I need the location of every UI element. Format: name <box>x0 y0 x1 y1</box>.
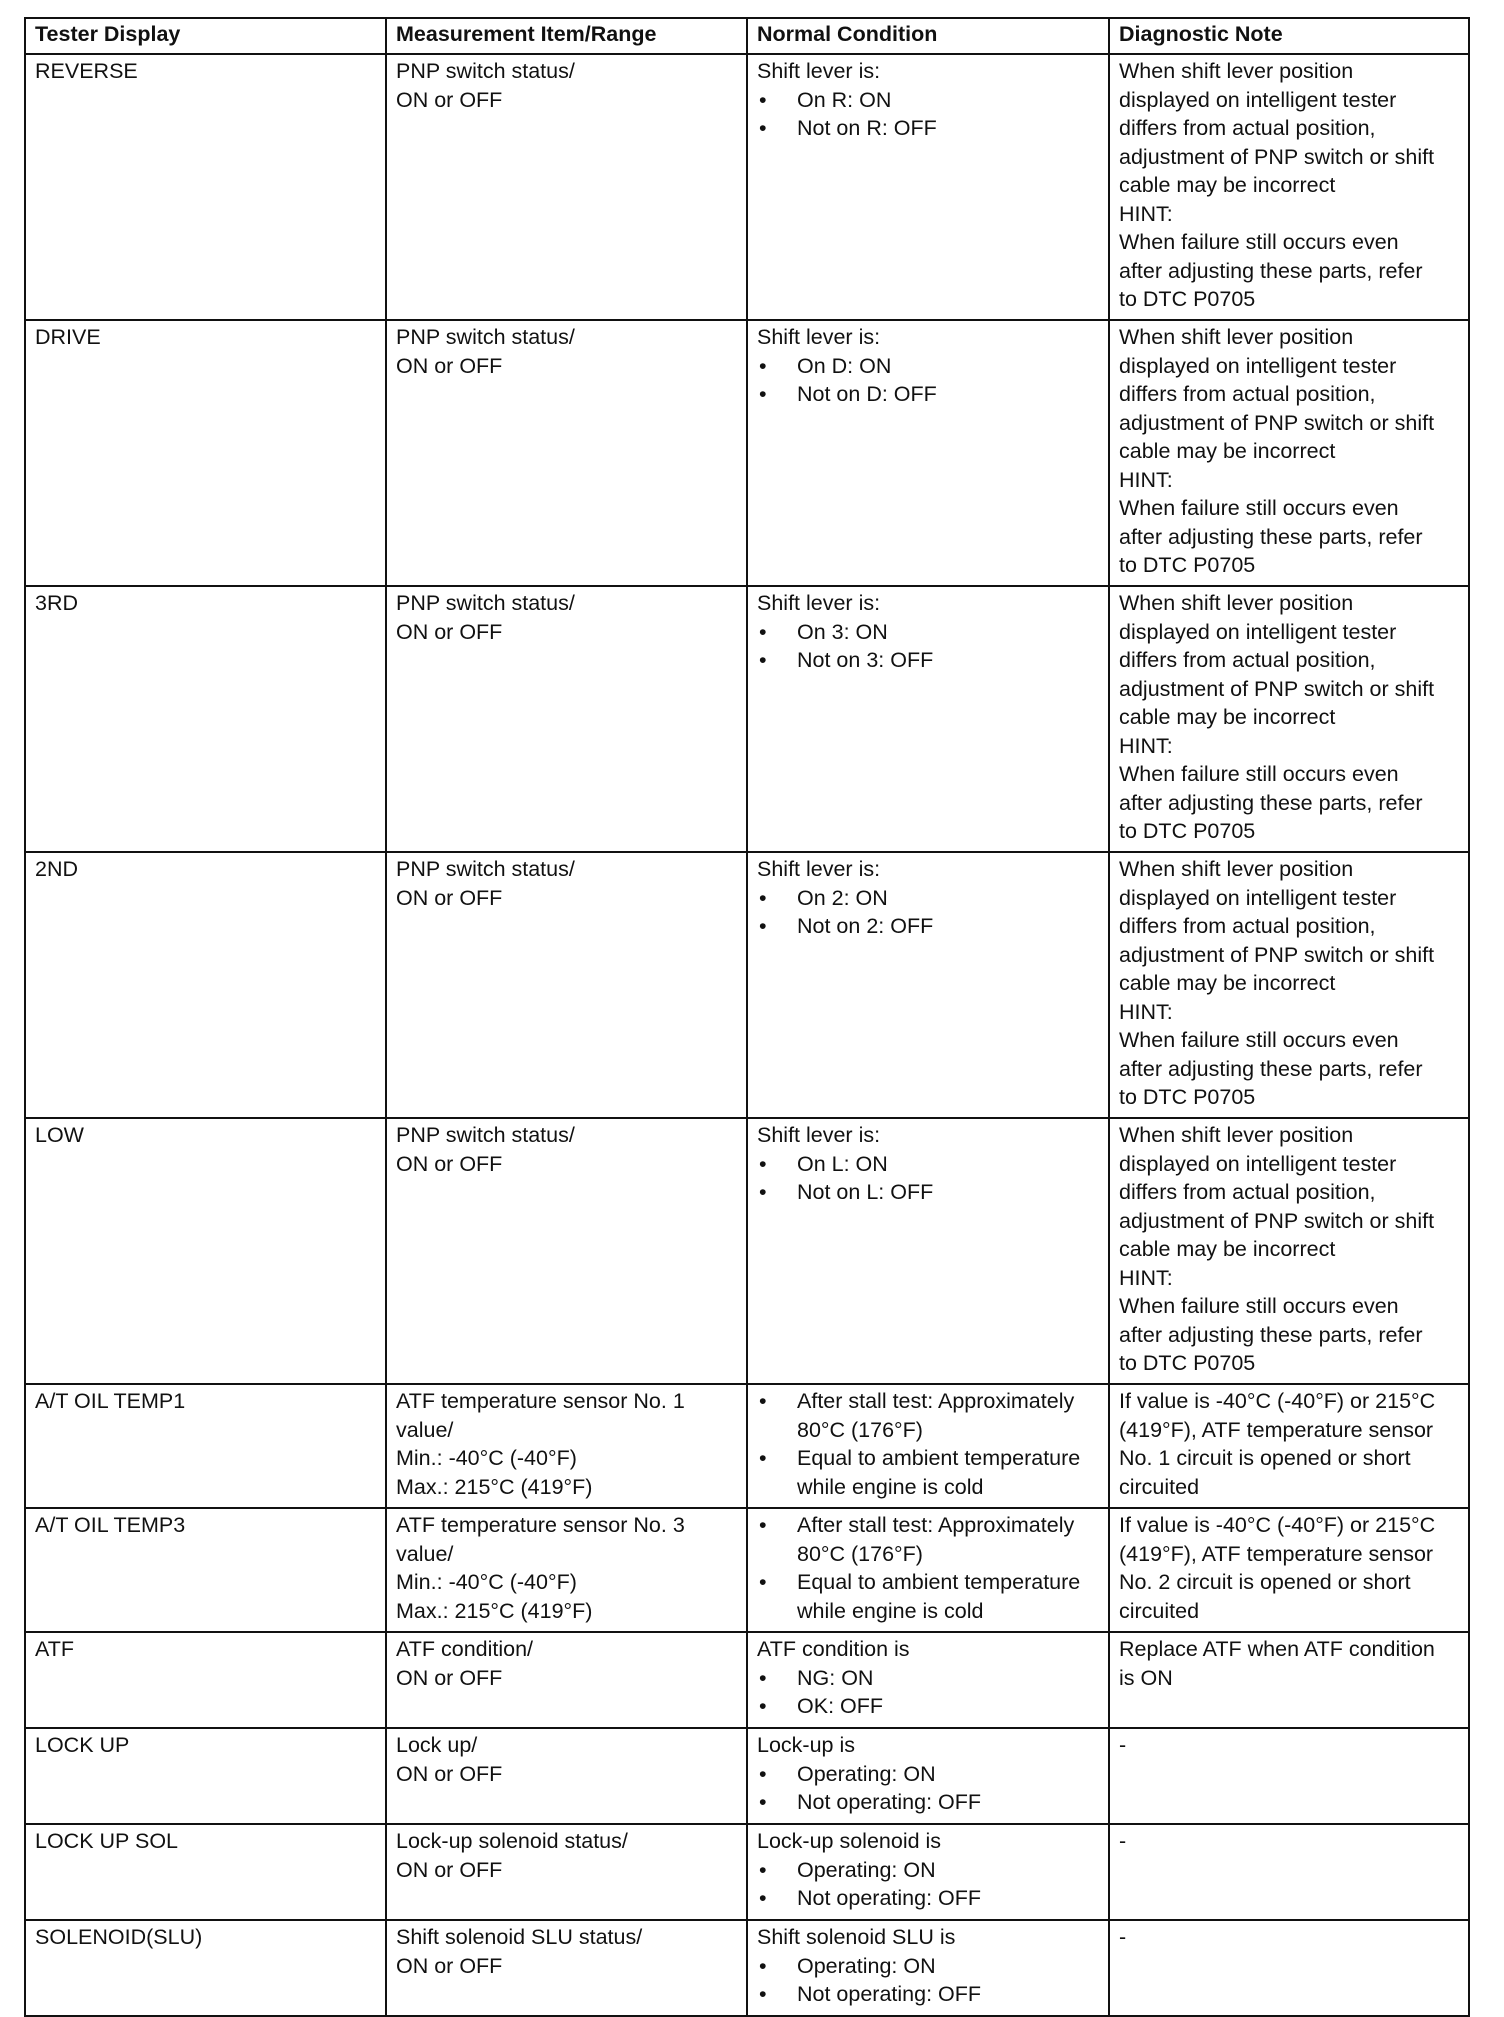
table-body <box>25 54 1469 2016</box>
condition-item <box>757 646 1100 675</box>
measurement-line: Min.: -40°C (-40°F) <box>396 1570 577 1594</box>
note-line: No. 1 circuit is opened or short <box>1119 1446 1411 1470</box>
note-line: When failure still occurs even <box>1119 1294 1399 1318</box>
note-line: cable may be incorrect <box>1119 173 1336 197</box>
bullet-icon: • <box>759 1857 767 1882</box>
condition-list <box>757 1952 1100 2009</box>
bullet-icon: • <box>759 1513 767 1537</box>
bullet-icon: • <box>759 914 767 938</box>
cell-normal-condition <box>747 1920 1109 2016</box>
measurement-line: value/ <box>396 1417 454 1442</box>
cell-normal-condition <box>747 1824 1109 1920</box>
condition-list <box>757 1511 1100 1625</box>
condition-item <box>757 1444 1100 1501</box>
table-row <box>25 320 1469 586</box>
data-list-table <box>24 17 1470 2017</box>
note-line: differs from actual position, <box>1119 382 1376 406</box>
tester-display-text: DRIVE <box>35 325 101 349</box>
measurement-line: Max.: 215°C (419°F) <box>396 1598 593 1623</box>
condition-item-text: Not on R: OFF <box>797 116 937 140</box>
header-normal-condition: Normal Condition <box>747 18 1109 54</box>
condition-item <box>757 1664 1100 1693</box>
cell-measurement-item <box>386 1632 747 1728</box>
cell-diagnostic-note <box>1109 320 1469 586</box>
cell-normal-condition <box>747 1384 1109 1508</box>
condition-list <box>757 884 1100 941</box>
bullet-icon: • <box>759 648 767 672</box>
condition-item <box>757 912 1100 941</box>
measurement-line: ATF temperature sensor No. 3 <box>396 1513 685 1537</box>
cell-tester-display <box>25 586 386 852</box>
condition-item-text: On 3: ON <box>797 619 888 644</box>
note-line: HINT: <box>1119 467 1173 492</box>
bullet-icon: • <box>759 116 767 140</box>
condition-item-text: Not operating: OFF <box>797 1790 982 1814</box>
note-line: differs from actual position, <box>1119 1180 1376 1204</box>
note-line: adjustment of PNP switch or shift <box>1119 1208 1435 1233</box>
condition-item-text: Not operating: OFF <box>797 1886 982 1910</box>
condition-item <box>757 1387 1100 1444</box>
cell-measurement-item <box>386 54 747 320</box>
condition-item <box>757 884 1100 913</box>
condition-list <box>757 1760 1100 1817</box>
cell-normal-condition <box>747 586 1109 852</box>
condition-item-text: On 2: ON <box>797 885 888 910</box>
note-line: displayed on intelligent tester <box>1119 353 1397 378</box>
bullet-icon: • <box>759 1886 767 1910</box>
condition-list <box>757 1150 1100 1207</box>
note-line: differs from actual position, <box>1119 914 1376 938</box>
measurement-line: ON or OFF <box>396 1151 503 1176</box>
note-line: to DTC P0705 <box>1119 819 1256 843</box>
measurement-line: PNP switch status/ <box>396 59 575 83</box>
bullet-icon: • <box>759 382 767 406</box>
bullet-icon: • <box>759 1790 767 1814</box>
measurement-line: ATF condition/ <box>396 1637 534 1661</box>
condition-item-text: Operating: ON <box>797 1761 936 1786</box>
measurement-line: PNP switch status/ <box>396 325 575 349</box>
cell-tester-display <box>25 1728 386 1824</box>
bullet-icon: • <box>759 1982 767 2006</box>
measurement-line: ON or OFF <box>396 619 503 644</box>
bullet-icon: • <box>759 1694 767 1718</box>
note-line: When failure still occurs even <box>1119 762 1399 786</box>
cell-measurement-item <box>386 1508 747 1632</box>
header-tester-display: Tester Display <box>25 18 386 54</box>
cell-diagnostic-note <box>1109 54 1469 320</box>
note-line: When shift lever position <box>1119 325 1354 349</box>
measurement-line: ON or OFF <box>396 1665 503 1690</box>
cell-normal-condition <box>747 54 1109 320</box>
note-line: adjustment of PNP switch or shift <box>1119 942 1435 967</box>
measurement-line: ON or OFF <box>396 885 503 910</box>
cell-measurement-item <box>386 1824 747 1920</box>
condition-item <box>757 1760 1100 1789</box>
note-line: When shift lever position <box>1119 591 1354 615</box>
tester-display-text: LOCK UP SOL <box>35 1829 178 1853</box>
measurement-line: ON or OFF <box>396 1761 503 1786</box>
note-line: adjustment of PNP switch or shift <box>1119 676 1435 701</box>
condition-item-text: Equal to ambient temperature while engine is cold <box>797 1570 1081 1623</box>
cell-tester-display <box>25 1824 386 1920</box>
measurement-line: ON or OFF <box>396 1953 503 1978</box>
bullet-icon: • <box>759 353 767 378</box>
condition-item-text: Operating: ON <box>797 1857 936 1882</box>
measurement-line: ATF temperature sensor No. 1 <box>396 1389 685 1413</box>
header-diagnostic-note: Diagnostic Note <box>1109 18 1469 54</box>
cell-normal-condition <box>747 1118 1109 1384</box>
note-line: When failure still occurs even <box>1119 230 1399 254</box>
condition-item-text: Not on 3: OFF <box>797 648 934 672</box>
cell-tester-display <box>25 1118 386 1384</box>
note-line: cable may be incorrect <box>1119 971 1336 995</box>
condition-item <box>757 1788 1100 1817</box>
note-line: When failure still occurs even <box>1119 1028 1399 1052</box>
note-line: - <box>1119 1733 1127 1757</box>
note-line: after adjusting these parts, refer <box>1119 258 1423 283</box>
condition-item <box>757 1952 1100 1981</box>
note-line: - <box>1119 1829 1127 1853</box>
condition-item-text: After stall test: Approximately 80°C (176°F) <box>797 1389 1075 1442</box>
condition-intro: Shift lever is: <box>757 59 881 83</box>
condition-intro: Lock-up is <box>757 1733 855 1757</box>
cell-measurement-item <box>386 586 747 852</box>
note-line: differs from actual position, <box>1119 116 1376 140</box>
condition-item <box>757 352 1100 381</box>
note-line: When shift lever position <box>1119 59 1354 83</box>
bullet-icon: • <box>759 619 767 644</box>
cell-measurement-item <box>386 1118 747 1384</box>
condition-item-text: OK: OFF <box>797 1694 883 1718</box>
cell-tester-display <box>25 852 386 1118</box>
condition-item <box>757 1856 1100 1885</box>
cell-diagnostic-note <box>1109 1824 1469 1920</box>
tester-display-text: A/T OIL TEMP1 <box>35 1389 186 1413</box>
table-row <box>25 586 1469 852</box>
note-line: cable may be incorrect <box>1119 439 1336 463</box>
condition-item-text: On L: ON <box>797 1151 888 1176</box>
bullet-icon: • <box>759 1953 767 1978</box>
measurement-line: ON or OFF <box>396 1857 503 1882</box>
cell-tester-display <box>25 1508 386 1632</box>
note-line: displayed on intelligent tester <box>1119 885 1397 910</box>
note-line: circuited <box>1119 1598 1200 1623</box>
note-line: Replace ATF when ATF condition <box>1119 1637 1435 1661</box>
cell-tester-display <box>25 1920 386 2016</box>
note-line: after adjusting these parts, refer <box>1119 1056 1423 1081</box>
measurement-line: PNP switch status/ <box>396 591 575 615</box>
condition-item-text: On R: ON <box>797 87 892 112</box>
note-line: When shift lever position <box>1119 1123 1354 1147</box>
cell-diagnostic-note <box>1109 586 1469 852</box>
bullet-icon: • <box>759 1151 767 1176</box>
header-row <box>25 18 1469 54</box>
header-measurement-item: Measurement Item/Range <box>386 18 747 54</box>
tester-display-text: LOW <box>35 1123 84 1147</box>
measurement-line: Lock-up solenoid status/ <box>396 1829 628 1853</box>
cell-tester-display <box>25 54 386 320</box>
cell-normal-condition <box>747 1632 1109 1728</box>
note-line: is ON <box>1119 1665 1173 1690</box>
cell-diagnostic-note <box>1109 1384 1469 1508</box>
condition-item-text: Operating: ON <box>797 1953 936 1978</box>
note-line: displayed on intelligent tester <box>1119 1151 1397 1176</box>
table-row <box>25 1728 1469 1824</box>
bullet-icon: • <box>759 1180 767 1204</box>
cell-tester-display <box>25 320 386 586</box>
note-line: When failure still occurs even <box>1119 496 1399 520</box>
condition-item <box>757 1692 1100 1721</box>
note-line: after adjusting these parts, refer <box>1119 1322 1423 1347</box>
condition-item-text: NG: ON <box>797 1665 874 1690</box>
condition-item <box>757 86 1100 115</box>
cell-diagnostic-note <box>1109 1118 1469 1384</box>
condition-list <box>757 352 1100 409</box>
note-line: to DTC P0705 <box>1119 1351 1256 1375</box>
table-row <box>25 1384 1469 1508</box>
cell-normal-condition <box>747 320 1109 586</box>
cell-normal-condition <box>747 1728 1109 1824</box>
condition-item <box>757 114 1100 143</box>
measurement-line: Min.: -40°C (-40°F) <box>396 1446 577 1470</box>
condition-list <box>757 1664 1100 1721</box>
condition-item <box>757 1980 1100 2009</box>
note-line: circuited <box>1119 1474 1200 1499</box>
bullet-icon: • <box>759 87 767 112</box>
note-line: to DTC P0705 <box>1119 553 1256 577</box>
condition-item-text: On D: ON <box>797 353 892 378</box>
cell-tester-display <box>25 1384 386 1508</box>
note-line: displayed on intelligent tester <box>1119 619 1397 644</box>
measurement-line: ON or OFF <box>396 87 503 112</box>
bullet-icon: • <box>759 1446 767 1470</box>
condition-intro: Shift solenoid SLU is <box>757 1925 956 1949</box>
condition-item <box>757 1511 1100 1568</box>
note-line: after adjusting these parts, refer <box>1119 524 1423 549</box>
condition-intro: Shift lever is: <box>757 591 881 615</box>
measurement-line: value/ <box>396 1541 454 1566</box>
measurement-line: Lock up/ <box>396 1733 478 1757</box>
table-row <box>25 1632 1469 1728</box>
cell-measurement-item <box>386 1728 747 1824</box>
note-line: HINT: <box>1119 1265 1173 1290</box>
note-line: HINT: <box>1119 999 1173 1024</box>
tester-display-text: SOLENOID(SLU) <box>35 1925 203 1949</box>
note-line: When shift lever position <box>1119 857 1354 881</box>
condition-item-text: Not on 2: OFF <box>797 914 934 938</box>
condition-item <box>757 1568 1100 1625</box>
bullet-icon: • <box>759 1665 767 1690</box>
condition-intro: Lock-up solenoid is <box>757 1829 942 1853</box>
table-row <box>25 1920 1469 2016</box>
cell-measurement-item <box>386 1384 747 1508</box>
bullet-icon: • <box>759 1570 767 1594</box>
condition-intro: Shift lever is: <box>757 1123 881 1147</box>
note-line: to DTC P0705 <box>1119 1085 1256 1109</box>
note-line: cable may be incorrect <box>1119 1237 1336 1261</box>
tester-display-text: 3RD <box>35 591 79 615</box>
table-row <box>25 1508 1469 1632</box>
condition-item-text: Not operating: OFF <box>797 1982 982 2006</box>
cell-diagnostic-note <box>1109 1508 1469 1632</box>
table-row <box>25 852 1469 1118</box>
condition-item-text: Not on D: OFF <box>797 382 937 406</box>
cell-measurement-item <box>386 320 747 586</box>
note-line: HINT: <box>1119 733 1173 758</box>
measurement-line: Max.: 215°C (419°F) <box>396 1474 593 1499</box>
condition-item-text: After stall test: Approximately 80°C (176°F) <box>797 1513 1075 1566</box>
cell-normal-condition <box>747 852 1109 1118</box>
condition-intro: ATF condition is <box>757 1637 910 1661</box>
bullet-icon: • <box>759 885 767 910</box>
condition-item <box>757 618 1100 647</box>
condition-item <box>757 380 1100 409</box>
note-line: displayed on intelligent tester <box>1119 87 1397 112</box>
measurement-line: PNP switch status/ <box>396 1123 575 1147</box>
measurement-line: PNP switch status/ <box>396 857 575 881</box>
note-line: adjustment of PNP switch or shift <box>1119 144 1435 169</box>
cell-measurement-item <box>386 852 747 1118</box>
note-line: HINT: <box>1119 201 1173 226</box>
table-row <box>25 54 1469 320</box>
condition-list <box>757 618 1100 675</box>
bullet-icon: • <box>759 1389 767 1413</box>
cell-tester-display <box>25 1632 386 1728</box>
note-line: adjustment of PNP switch or shift <box>1119 410 1435 435</box>
tester-display-text: LOCK UP <box>35 1733 130 1757</box>
tester-display-text: 2ND <box>35 857 79 881</box>
tester-display-text: ATF <box>35 1637 75 1661</box>
cell-measurement-item <box>386 1920 747 2016</box>
condition-item-text: Equal to ambient temperature while engine is cold <box>797 1446 1081 1499</box>
cell-normal-condition <box>747 1508 1109 1632</box>
note-line: - <box>1119 1925 1127 1949</box>
condition-list <box>757 86 1100 143</box>
note-line: If value is -40°C (-40°F) or 215°C <box>1119 1513 1436 1537</box>
table-row <box>25 1824 1469 1920</box>
note-line: (419°F), ATF temperature sensor <box>1119 1417 1434 1442</box>
cell-diagnostic-note <box>1109 1920 1469 2016</box>
note-line: to DTC P0705 <box>1119 287 1256 311</box>
tester-display-text: A/T OIL TEMP3 <box>35 1513 186 1537</box>
table-row <box>25 1118 1469 1384</box>
note-line: (419°F), ATF temperature sensor <box>1119 1541 1434 1566</box>
condition-intro: Shift lever is: <box>757 325 881 349</box>
note-line: If value is -40°C (-40°F) or 215°C <box>1119 1389 1436 1413</box>
measurement-line: ON or OFF <box>396 353 503 378</box>
condition-item-text: Not on L: OFF <box>797 1180 934 1204</box>
condition-list <box>757 1387 1100 1501</box>
bullet-icon: • <box>759 1761 767 1786</box>
tester-display-text: REVERSE <box>35 59 138 83</box>
cell-diagnostic-note <box>1109 852 1469 1118</box>
condition-list <box>757 1856 1100 1913</box>
condition-intro: Shift lever is: <box>757 857 881 881</box>
measurement-line: Shift solenoid SLU status/ <box>396 1925 643 1949</box>
cell-diagnostic-note <box>1109 1632 1469 1728</box>
note-line: cable may be incorrect <box>1119 705 1336 729</box>
note-line: differs from actual position, <box>1119 648 1376 672</box>
cell-diagnostic-note <box>1109 1728 1469 1824</box>
condition-item <box>757 1178 1100 1207</box>
note-line: No. 2 circuit is opened or short <box>1119 1570 1411 1594</box>
note-line: after adjusting these parts, refer <box>1119 790 1423 815</box>
condition-item <box>757 1150 1100 1179</box>
condition-item <box>757 1884 1100 1913</box>
